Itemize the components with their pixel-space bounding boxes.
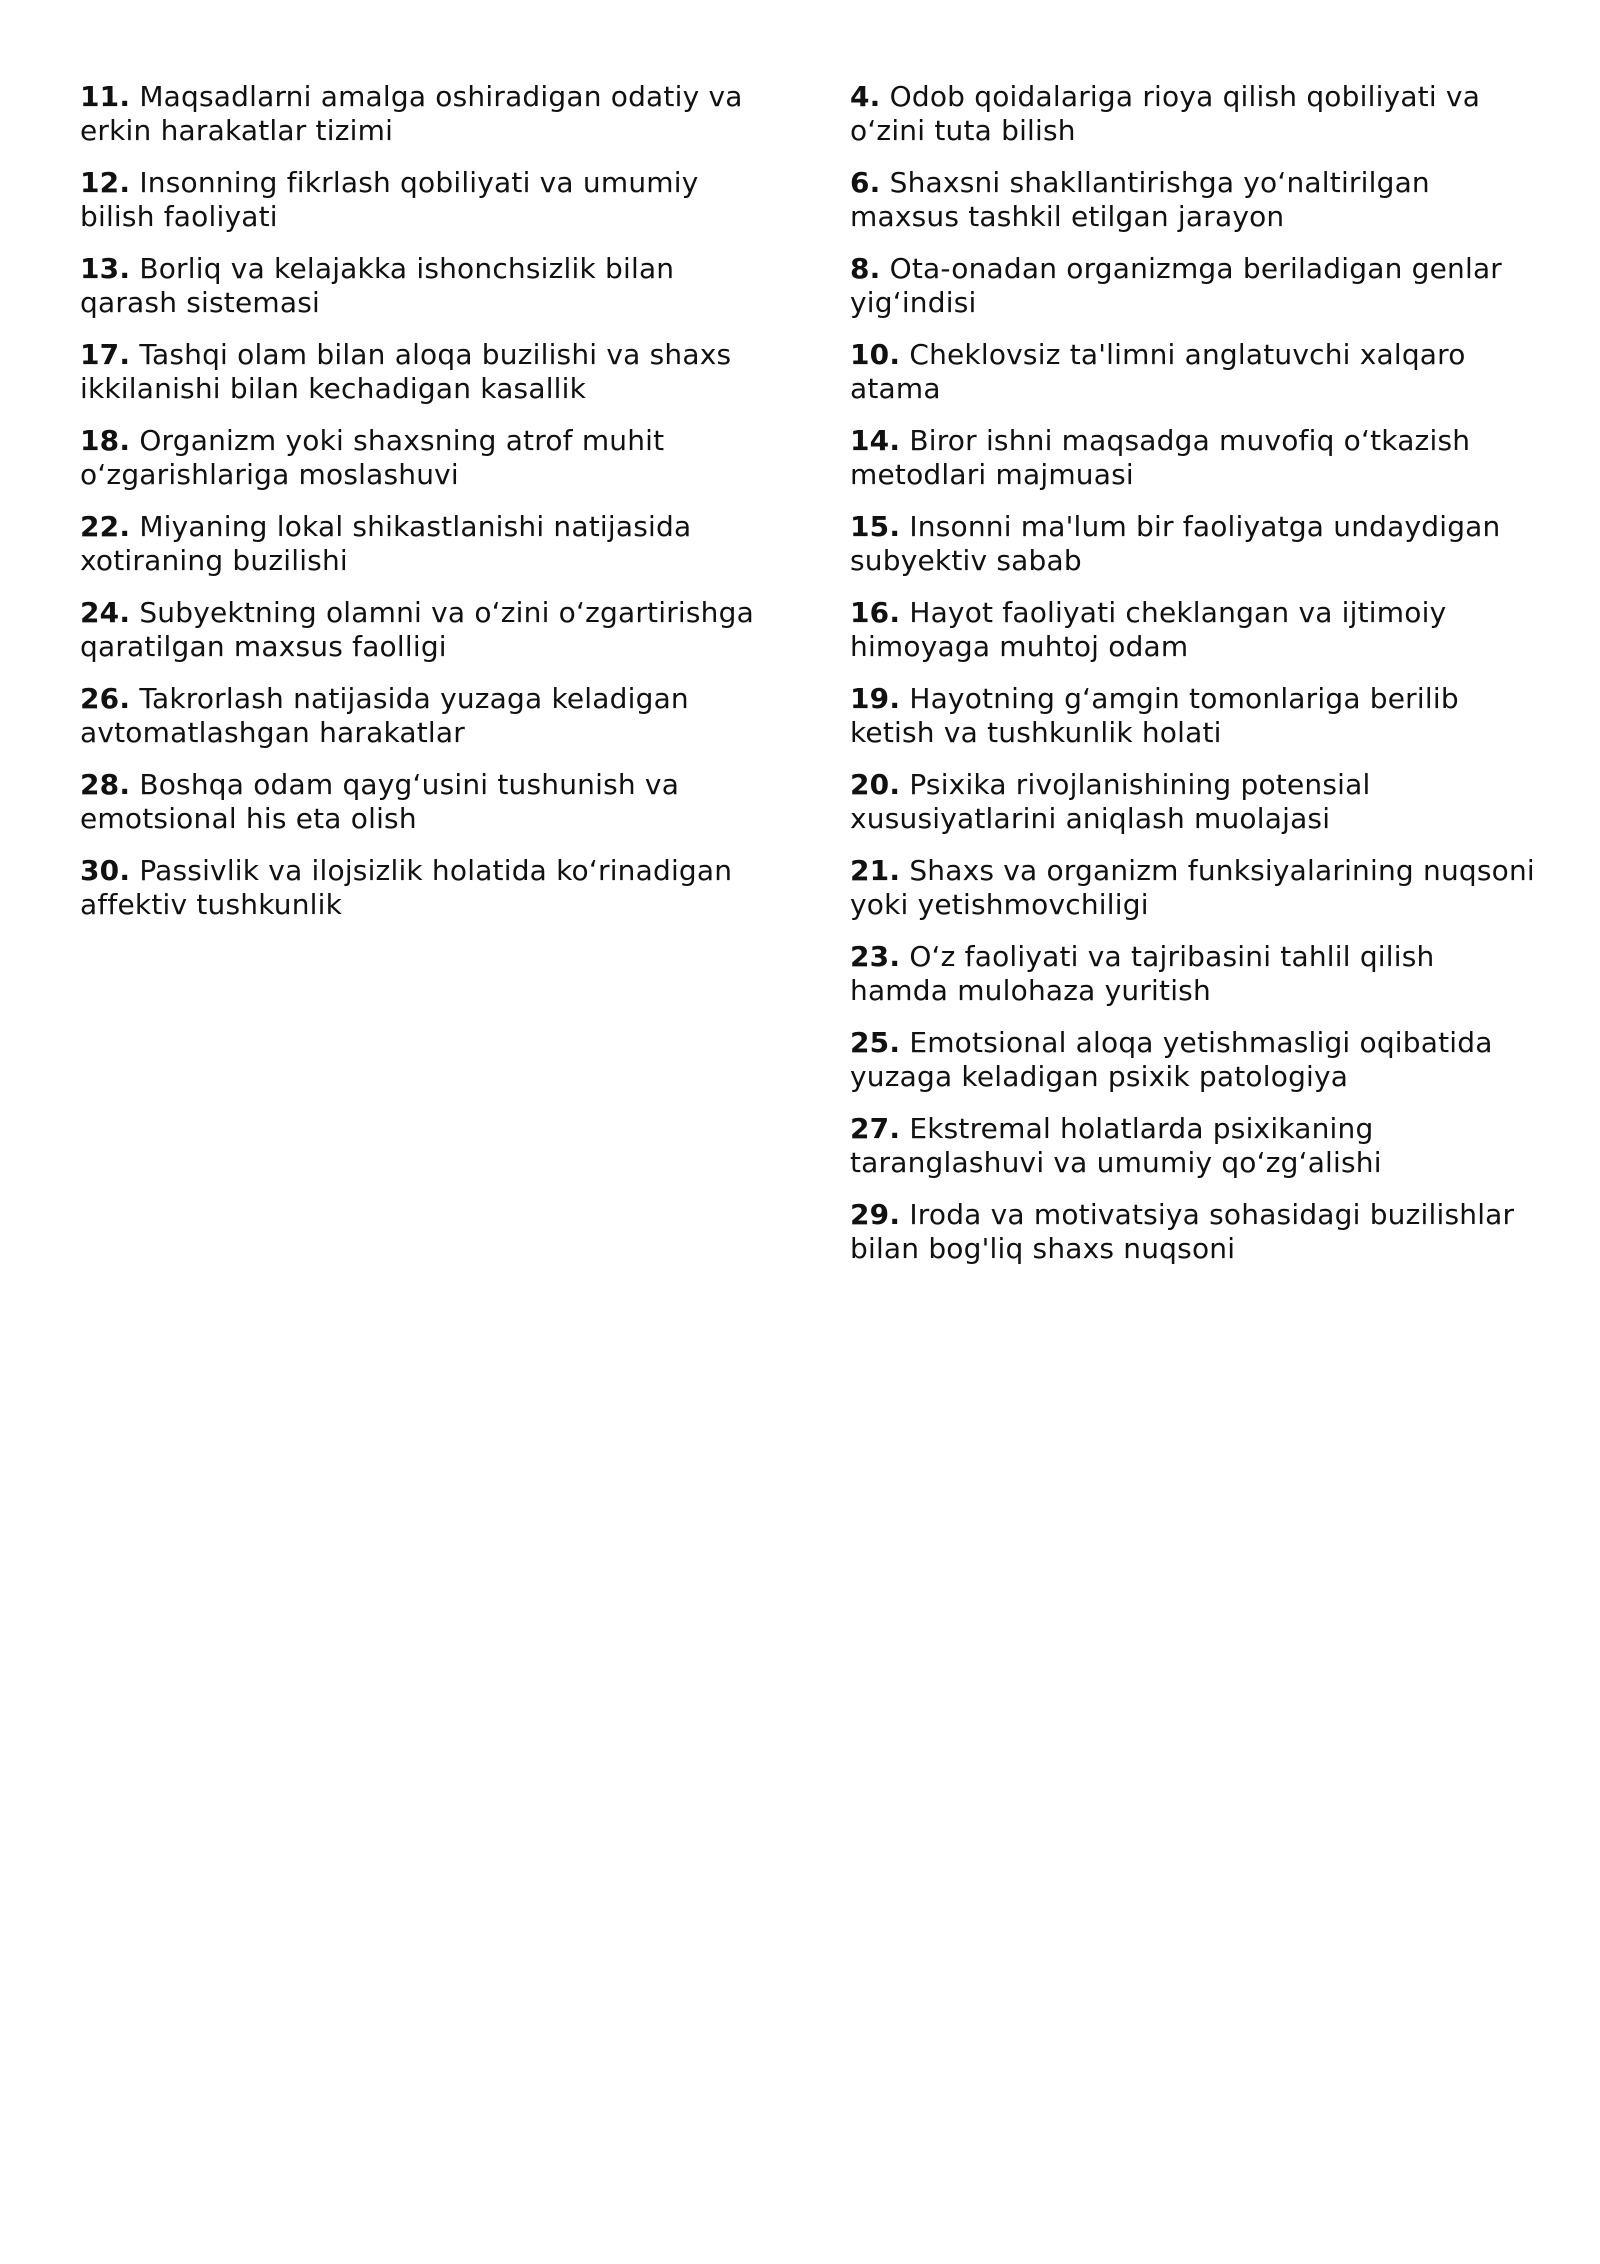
clue-number: 23. [850, 940, 901, 973]
clue-number: 27. [850, 1112, 901, 1145]
clue-text: Ota-onadan organizmga beriladigan genlar yig‘indisi [850, 252, 1503, 319]
clue-item [80, 510, 770, 578]
clue-item [850, 80, 1540, 148]
clue-item [850, 510, 1540, 578]
clue-number: 30. [80, 854, 131, 887]
clue-number: 21. [850, 854, 901, 887]
clue-number: 22. [80, 510, 131, 543]
clue-item [850, 682, 1540, 750]
clue-item [80, 166, 770, 234]
clue-text: Insonni ma'lum bir faoliyatga undaydigan subyektiv sabab [850, 510, 1501, 577]
clue-text: Takrorlash natijasida yuzaga keladigan avtomatlashgan harakatlar [80, 682, 689, 749]
clue-item [80, 854, 770, 922]
clue-number: 13. [80, 252, 131, 285]
clue-number: 20. [850, 768, 901, 801]
clue-item [80, 768, 770, 836]
clue-number: 10. [850, 338, 901, 371]
clue-item [80, 252, 770, 320]
clue-text: Passivlik va ilojsizlik holatida ko‘rinadigan affektiv tushkunlik [80, 854, 733, 921]
clue-list-page [80, 80, 1540, 1284]
clue-text: Boshqa odam qayg‘usini tushunish va emotsional his eta olish [80, 768, 680, 835]
clue-text: Hayot faoliyati cheklangan va ijtimoiy himoyaga muhtoj odam [850, 596, 1447, 663]
clue-item [80, 596, 770, 664]
clue-item [850, 166, 1540, 234]
clue-text: O‘z faoliyati va tajribasini tahlil qilish hamda mulohaza yuritish [850, 940, 1435, 1007]
clue-number: 14. [850, 424, 901, 457]
clue-text: Miyaning lokal shikastlanishi natijasida xotiraning buzilishi [80, 510, 692, 577]
right-clue-column [850, 80, 1540, 1284]
clue-item [850, 338, 1540, 406]
clue-number: 12. [80, 166, 131, 199]
clue-number: 15. [850, 510, 901, 543]
clue-number: 8. [850, 252, 881, 285]
clue-number: 26. [80, 682, 131, 715]
clue-item [850, 1112, 1540, 1180]
clue-text: Shaxs va organizm funksiyalarining nuqsoni yoki yetishmovchiligi [850, 854, 1535, 921]
clue-number: 25. [850, 1026, 901, 1059]
clue-number: 11. [80, 80, 131, 113]
clue-number: 24. [80, 596, 131, 629]
clue-item [80, 682, 770, 750]
clue-item [80, 80, 770, 148]
clue-text: Cheklovsiz ta'limni anglatuvchi xalqaro atama [850, 338, 1466, 405]
clue-text: Ekstremal holatlarda psixikaning taranglashuvi va umumiy qo‘zg‘alishi [850, 1112, 1382, 1179]
clue-text: Biror ishni maqsadga muvofiq o‘tkazish metodlari majmuasi [850, 424, 1471, 491]
clue-text: Emotsional aloqa yetishmasligi oqibatida yuzaga keladigan psixik patologiya [850, 1026, 1493, 1093]
clue-number: 4. [850, 80, 881, 113]
clue-item [850, 424, 1540, 492]
clue-item [850, 940, 1540, 1008]
clue-text: Maqsadlarni amalga oshiradigan odatiy va erkin harakatlar tizimi [80, 80, 743, 147]
clue-item [850, 768, 1540, 836]
clue-number: 17. [80, 338, 131, 371]
clue-item [80, 338, 770, 406]
clue-number: 29. [850, 1198, 901, 1231]
clue-item [850, 252, 1540, 320]
clue-text: Odob qoidalariga rioya qilish qobiliyati va o‘zini tuta bilish [850, 80, 1481, 147]
clue-item [850, 1198, 1540, 1266]
clue-number: 16. [850, 596, 901, 629]
clue-text: Psixika rivojlanishining potensial xususiyatlarini aniqlash muolajasi [850, 768, 1371, 835]
clue-item [850, 596, 1540, 664]
clue-text: Subyektning olamni va o‘zini o‘zgartirishga qaratilgan maxsus faolligi [80, 596, 754, 663]
clue-text: Insonning fikrlash qobiliyati va umumiy bilish faoliyati [80, 166, 699, 233]
clue-number: 28. [80, 768, 131, 801]
clue-text: Borliq va kelajakka ishonchsizlik bilan qarash sistemasi [80, 252, 675, 319]
clue-item [80, 424, 770, 492]
clue-number: 18. [80, 424, 131, 457]
clue-text: Tashqi olam bilan aloqa buzilishi va shaxs ikkilanishi bilan kechadigan kasallik [80, 338, 732, 405]
left-clue-column [80, 80, 770, 1284]
clue-number: 19. [850, 682, 901, 715]
clue-text: Organizm yoki shaxsning atrof muhit o‘zgarishlariga moslashuvi [80, 424, 665, 491]
clue-text: Shaxsni shakllantirishga yo‘naltirilgan maxsus tashkil etilgan jarayon [850, 166, 1430, 233]
clue-item [850, 854, 1540, 922]
clue-text: Iroda va motivatsiya sohasidagi buzilishlar bilan bog'liq shaxs nuqsoni [850, 1198, 1515, 1265]
clue-number: 6. [850, 166, 881, 199]
clue-item [850, 1026, 1540, 1094]
clue-text: Hayotning g‘amgin tomonlariga berilib ketish va tushkunlik holati [850, 682, 1459, 749]
